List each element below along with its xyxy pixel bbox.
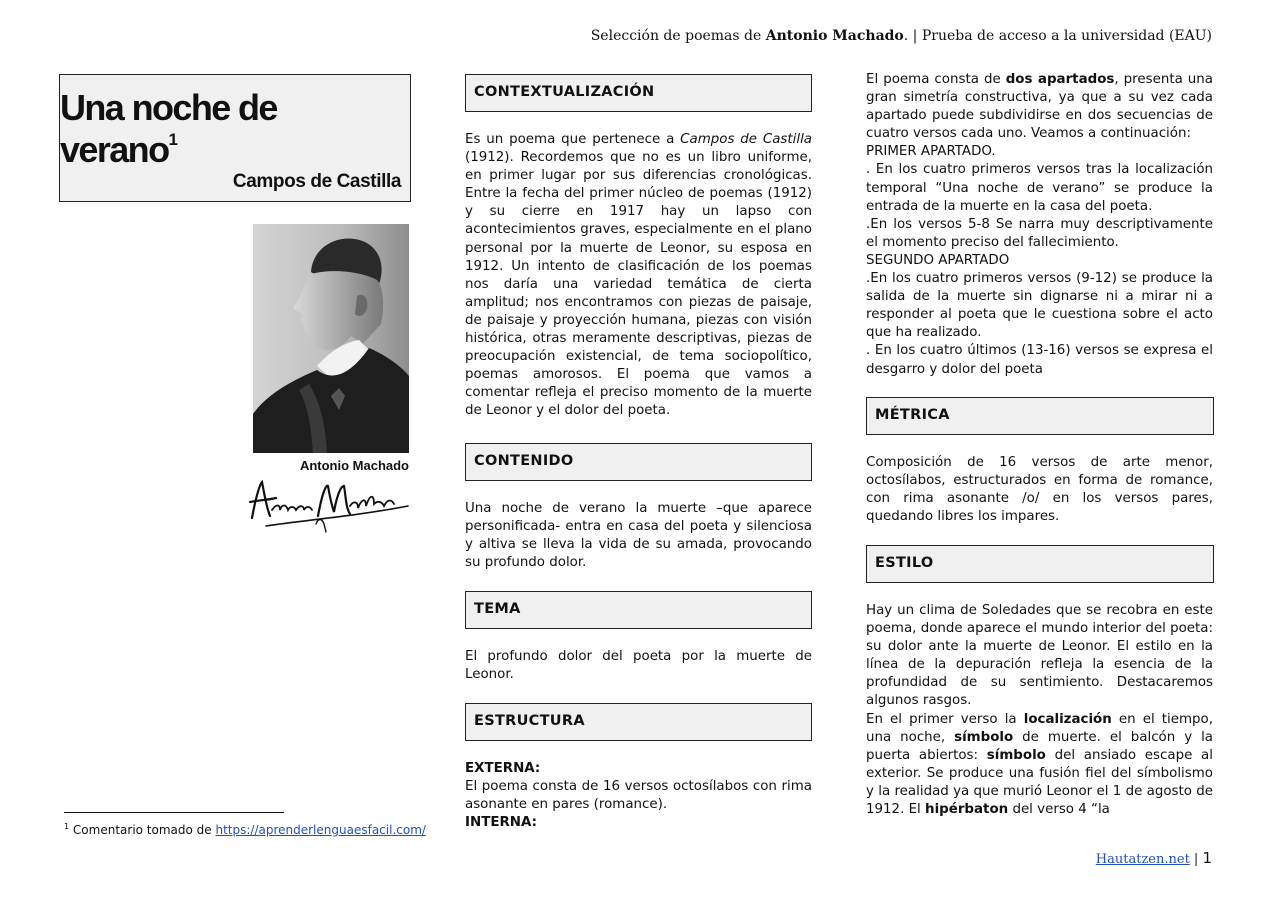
book-subtitle: Campos de Castilla [232, 171, 401, 192]
paragraph-estructura [465, 760, 812, 832]
page-number: 1 [1202, 849, 1212, 867]
paragraph-estilo [866, 602, 1213, 819]
author-portrait [253, 224, 409, 453]
footnote-text: Comentario tomado de [72, 823, 216, 837]
paragraph-metrica: Composición de 16 versos de arte menor, octosílabos, estructurados en forma de romance, con rima asonante /o/ en los versos pares, quedando libres los impares. [866, 454, 1213, 524]
interna-intro-a: El poema consta de [866, 72, 1006, 87]
estilo-p2-bold-1: localización [1023, 711, 1112, 727]
heading-estructura: ESTRUCTURA [465, 703, 812, 741]
paragraph-tema: El profundo dolor del poeta por la muerte de Leonor. [465, 648, 812, 682]
header-prefix: Selección de poemas de [590, 28, 762, 44]
primer-apartado: PRIMER APARTADO. [866, 144, 996, 160]
heading-tema: TEMA [465, 591, 812, 629]
estilo-p2-c: en el tiempo, una noche, [866, 711, 1213, 745]
header-suffix: . | Prueba de acceso a la universidad (EAU) [903, 28, 1212, 44]
paragraph-contextualizacion [465, 131, 812, 421]
footnote-link[interactable]: https://aprenderlenguaesfacil.com/ [215, 823, 426, 837]
estilo-p2-d: de muerte. el balcón y la puerta abiertos: [866, 729, 1213, 763]
signature-image [246, 476, 414, 534]
segundo-apartado-b: . En los cuatro últimos (13-16) versos se expresa el desgarro y dolor del poeta [866, 343, 1213, 377]
header-author: Antonio Machado [765, 28, 904, 44]
interna-label: INTERNA: [465, 815, 537, 831]
estilo-p2-bold-2: símbolo [954, 729, 1014, 745]
page-footer [1096, 849, 1212, 867]
column-right [866, 74, 1213, 819]
heading-contextualizacion: CONTEXTUALIZACIÓN [465, 74, 812, 112]
segundo-apartado-a: .En los cuatro primeros versos (9-12) se produce la salida de la muerte sin dignarse ni a mirar ni a responder al poeta que le cuestiona sobre el acto que ha realizado. [866, 271, 1213, 341]
estilo-p2-e: del ansiado escape al exterior. Se produce una fusión fiel del símbolismo y la realidad ya que murió Leonor el 1 de agosto de 1912. El [866, 747, 1213, 817]
externa-label: EXTERNA: [465, 761, 541, 777]
estilo-p2-bold-3: símbolo [986, 747, 1046, 763]
paragraph-contenido: Una noche de verano la muerte –que aparece personificada- entra en casa del poeta y silenciosa y altiva se lleva la vida de su amada, provocando su profundo dolor. [465, 500, 812, 570]
footnote-rule [64, 812, 284, 813]
footer-separator: | [1189, 852, 1203, 867]
interna-intro-bold: dos apartados [1005, 72, 1115, 87]
estilo-p2-a: En el primer verso la [866, 711, 1024, 727]
paragraph-interna [866, 71, 1213, 379]
footnote [64, 822, 426, 837]
heading-estilo: ESTILO [866, 545, 1214, 583]
primer-apartado-a: . En los cuatro primeros versos tras la localización temporal “Una noche de verano” se produce la entrada de la muerte en la casa del poeta. [866, 162, 1213, 214]
heading-contenido: CONTENIDO [465, 443, 812, 481]
interna-intro-b: , presenta una gran simetría constructiva, ya que a su vez cada apartado puede subdividirse en dos secuencias de cuatro versos cada uno. Veamos a continuación: [866, 72, 1213, 142]
portrait-caption: Antonio Machado [299, 458, 409, 473]
estilo-p2-f: del verso 4 “la [1008, 802, 1110, 817]
estilo-p2-bold-4: hipérbaton [925, 802, 1009, 817]
column-middle [465, 74, 812, 832]
portrait-image [253, 224, 409, 453]
contextualizacion-book: Campos de Castilla [680, 132, 813, 147]
contextualizacion-text-a: Es un poema que pertenece a [465, 132, 681, 147]
title-box [59, 74, 411, 202]
footer-site-link[interactable]: Hautatzen.net [1095, 852, 1190, 867]
heading-metrica: MÉTRICA [866, 397, 1214, 435]
primer-apartado-b: .En los versos 5-8 Se narra muy descriptivamente el momento preciso del fallecimiento. [866, 216, 1213, 250]
contextualizacion-text-b: (1912). Recordemos que no es un libro uniforme, en primer lugar por sus diferencias cronológicas. Entre la fecha del primer núcleo de poemas (1912) y su cierre en 1917 hay un lapso con acontecimientos graves, especialmente en el plano personal por la muerte de Leonor, su esposa en 1912. Un intento de clasificación de los poemas nos daría una variedad temática de cierta amplitud; nos encontramos con piezas de paisaje, de paisaje y proyección humana, piezas con visión histórica, otras meramente descriptivas, piezas de preocupación existencial, de tema sociopolítico, poemas amorosos. El poema que vamos a comentar refleja el preciso momento de la muerte de Leonor y el dolor del poeta. [465, 150, 812, 419]
footnote-mark: 1 [64, 822, 70, 831]
poem-title-text: Una noche de verano [60, 87, 277, 170]
externa-text: El poema consta de 16 versos octosílabos con rima asonante en pares (romance). [465, 779, 812, 813]
title-footnote-mark[interactable]: 1 [168, 130, 178, 149]
page-header [591, 28, 1212, 44]
estilo-p1: Hay un clima de Soledades que se recobra en este poema, donde aparece el mundo interior del poeta: su dolor ante la muerte de Leonor. El estilo en la línea de la depuración refleja la esencia de la profundidad de su sentimiento. Destacaremos algunos rasgos. [866, 602, 1213, 709]
signature-drawing [246, 476, 414, 534]
segundo-apartado: SEGUNDO APARTADO [866, 252, 1010, 268]
poem-title [60, 87, 400, 171]
